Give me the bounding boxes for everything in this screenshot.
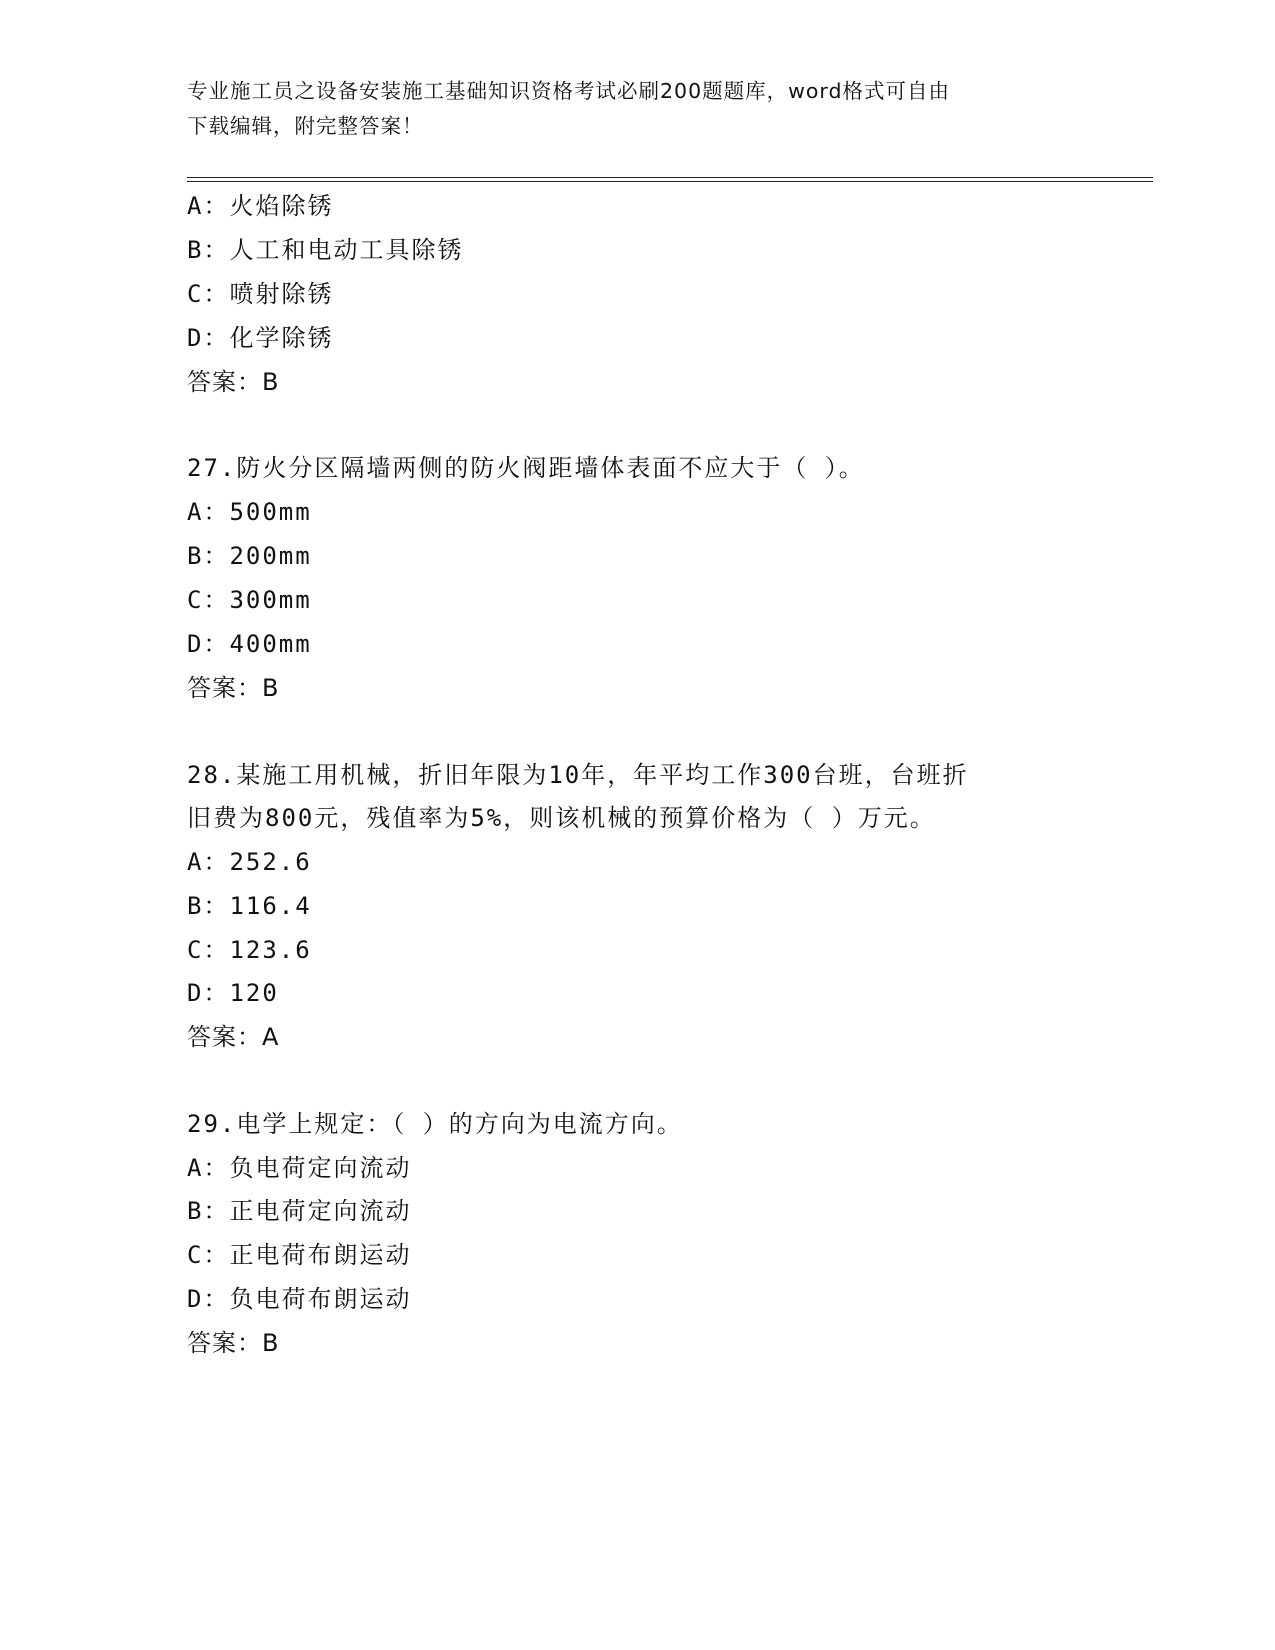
question-28-line-1: 28.某施工用机械，折旧年限为10年，年平均工作300台班，台班折	[187, 761, 969, 789]
option-b: B：200mm	[187, 542, 312, 570]
option-d: D：负电荷布朗运动	[187, 1285, 412, 1313]
option-b: B：人工和电动工具除锈	[187, 236, 464, 264]
document-header	[187, 74, 1067, 144]
answer-line: 答案：B	[187, 1329, 280, 1357]
option-c: C：300mm	[187, 586, 312, 614]
header-divider-bottom	[187, 181, 1153, 182]
option-c: C：喷射除锈	[187, 280, 334, 308]
option-a: A：火焰除锈	[187, 192, 334, 220]
option-d: D：120	[187, 979, 279, 1007]
answer-line: 答案：B	[187, 674, 280, 702]
header-line-2: 下载编辑，附完整答案！	[187, 114, 424, 138]
option-a: A：500mm	[187, 498, 312, 526]
option-c: C：123.6	[187, 936, 312, 964]
option-b: B：正电荷定向流动	[187, 1197, 412, 1225]
option-a: A：负电荷定向流动	[187, 1154, 412, 1182]
option-c: C：正电荷布朗运动	[187, 1241, 412, 1269]
question-27: 27.防火分区隔墙两侧的防火阀距墙体表面不应大于（ ）。	[187, 454, 865, 482]
header-line-1: 专业施工员之设备安装施工基础知识资格考试必刷200题题库，word格式可自由	[187, 79, 951, 103]
option-b: B：116.4	[187, 892, 312, 920]
option-d: D：化学除锈	[187, 324, 334, 352]
header-divider-top	[187, 177, 1153, 178]
question-28-line-2: 旧费为800元，残值率为5%，则该机械的预算价格为（ ）万元。	[187, 804, 936, 832]
answer-line: 答案：B	[187, 368, 280, 396]
answer-line: 答案：A	[187, 1023, 280, 1051]
option-a: A：252.6	[187, 848, 312, 876]
option-d: D：400mm	[187, 630, 312, 658]
question-29: 29.电学上规定：（ ）的方向为电流方向。	[187, 1110, 683, 1138]
